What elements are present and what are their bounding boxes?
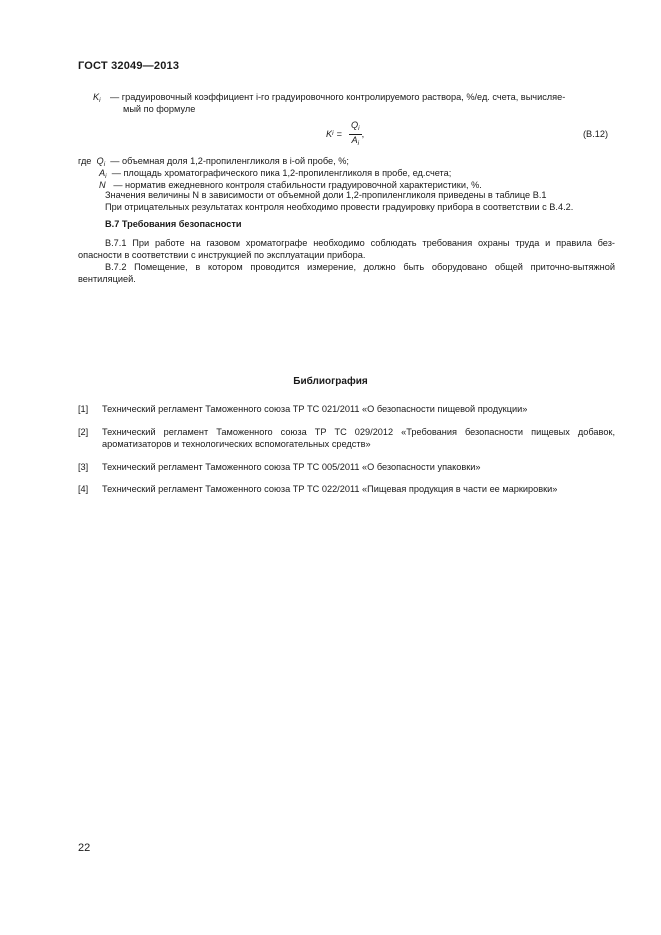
where-item-q: где $Q_i$ — объемная доля 1,2-пропиленгликоля в i-ой пробе, %; [78,156,349,168]
section-title-b7: B.7 Требования безопасности [105,219,242,229]
where-item-n: N — норматив ежедневного контроля стабильности градуировочной характеристики, %. [99,180,482,190]
document-header: ГОСТ 32049—2013 [78,60,180,72]
bibliography-title: Библиография [293,376,368,387]
bibliography-item-text: Технический регламент Таможенного союза ТР ТС 005/2011 «О безопасности упаковки» [102,462,481,472]
formula-b12: K i = $\frac{Q_i}{A_i}$ , [326,119,365,147]
where-item-a: $A_i$ — площадь хроматографического пика 1,2-пропиленгликоля в пробе, ед.счета; [99,168,452,180]
bibliography-item-text: Технический регламент Таможенного союза ТР ТС 029/2012 «Требования безопасности пищевых добавок, ароматизаторов и технологических вспомогательных средств» [102,427,615,449]
page-number: 22 [78,842,91,854]
formula-number: (B.12) [583,129,609,139]
bibliography-item-number: [2] [78,427,89,437]
formula-fraction: $\frac{Q_i}{A_i}$ [350,119,360,147]
bibliography-item-number: [1] [78,404,89,414]
paragraph-b72: B.7.2 Помещение, в котором проводится измерение, должно быть оборудовано общей приточно-вытяжной вентиляцией. [78,262,615,284]
definition-text-line1: — градуировочный коэффициент i-го градуировочного контролируемого раствора, %/ед. счета, вычисляе- [110,92,566,102]
definition-symbol: $K_i$ [93,92,101,104]
definition-text-line2: мый по формуле [123,104,196,114]
paragraph-negative-results: При отрицательных результатах контроля необходимо провести градуировку прибора в соответствии с B.4.2. [105,202,574,212]
bibliography-item-text: Технический регламент Таможенного союза ТР ТС 022/2011 «Пищевая продукция в части ее маркировки» [102,484,558,494]
paragraph-b71: B.7.1 При работе на газовом хроматографе необходимо соблюдать требования охраны труда и правила без-опасности в соответствии с инструкцией по эксплуатации прибора. [78,238,615,260]
paragraph-table-ref: Значения величины N в зависимости от объемной доли 1,2-пропиленгликоля приведены в таблице B.1 [105,190,547,200]
bibliography-item-text: Технический регламент Таможенного союза ТР ТС 021/2011 «О безопасности пищевой продукции» [102,404,528,414]
bibliography-item-number: [4] [78,484,89,494]
bibliography-item-number: [3] [78,462,89,472]
